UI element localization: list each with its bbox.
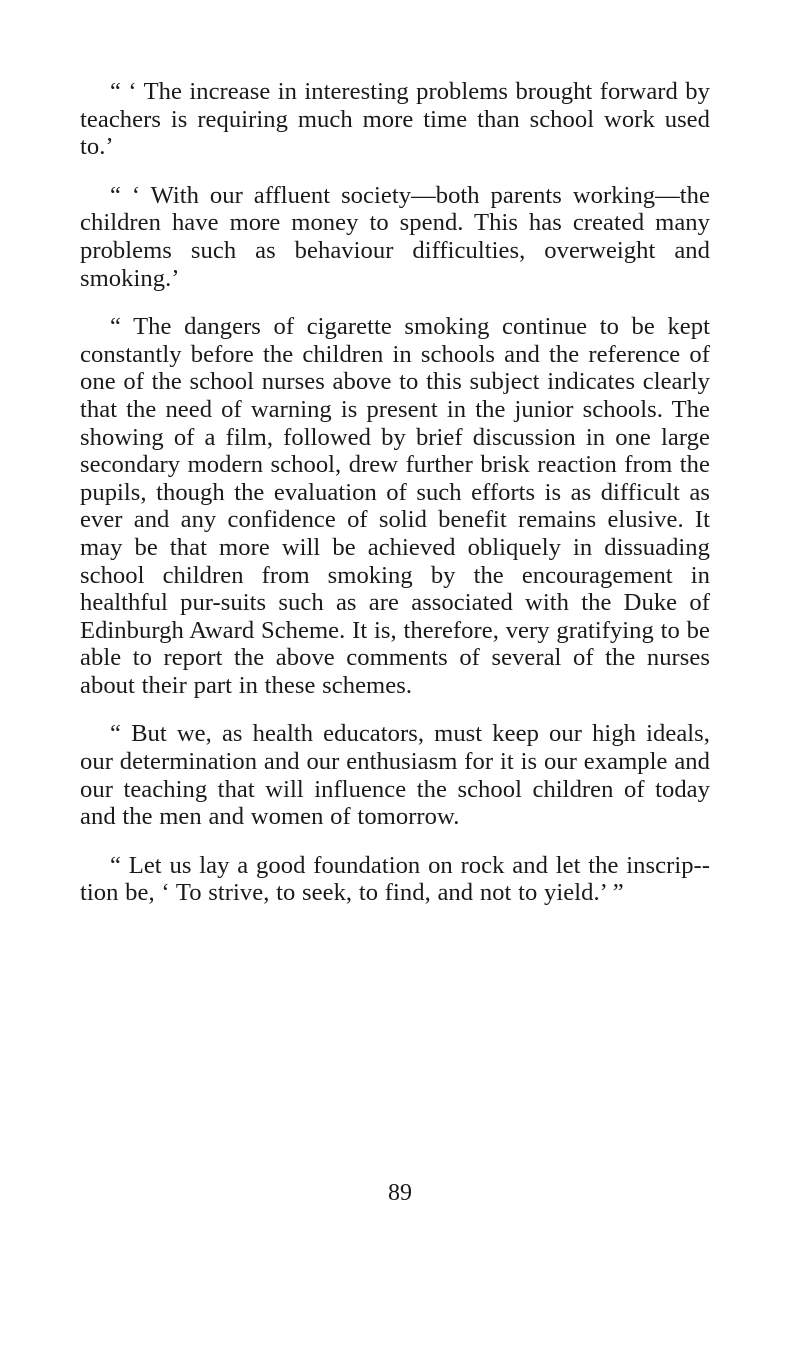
paragraph-smoking-dangers: “ The dangers of cigarette smoking continue to be kept constantly before the children in schools and the reference of one of the school nurses above to this subject indicates clearly that the need of warning is present in the junior schools. The showing of a film, followed by brief discussion in one large secondary modern school, drew further brisk reaction from the pupils, though the evaluation of such efforts is as difficult as ever and any confidence of solid benefit remains elusive. It may be that more will be achieved obliquely in dissuading school children from smoking by the encouragement in healthful pur-suits such as are associated with the Duke of Edinburgh Award Scheme. It is, therefore, very gratifying to be able to report the above comments of several of the nurses about their part in these schemes. <box>80 313 710 699</box>
paragraph-teachers-problems: “ ‘ The increase in interesting problems brought forward by teachers is requiring much more time than school work used to.’ <box>80 78 710 161</box>
page-number: 89 <box>388 1180 412 1206</box>
paragraph-health-educators: “ But we, as health educators, must keep our high ideals, our determination and our enthusiasm for it is our example and our teaching that will influence the school children of today and the men and women of tomorrow. <box>80 720 710 831</box>
paragraph-good-foundation: “ Let us lay a good foundation on rock and let the inscrip-tion be, ‘ To strive, to seek, to find, and not to yield.’ ” <box>80 851 710 907</box>
body-text <box>80 78 710 928</box>
paragraph-affluent-society: “ ‘ With our affluent society—both parents working—the children have more money to spend. This has created many problems such as behaviour difficulties, overweight and smoking.’ <box>80 181 710 292</box>
